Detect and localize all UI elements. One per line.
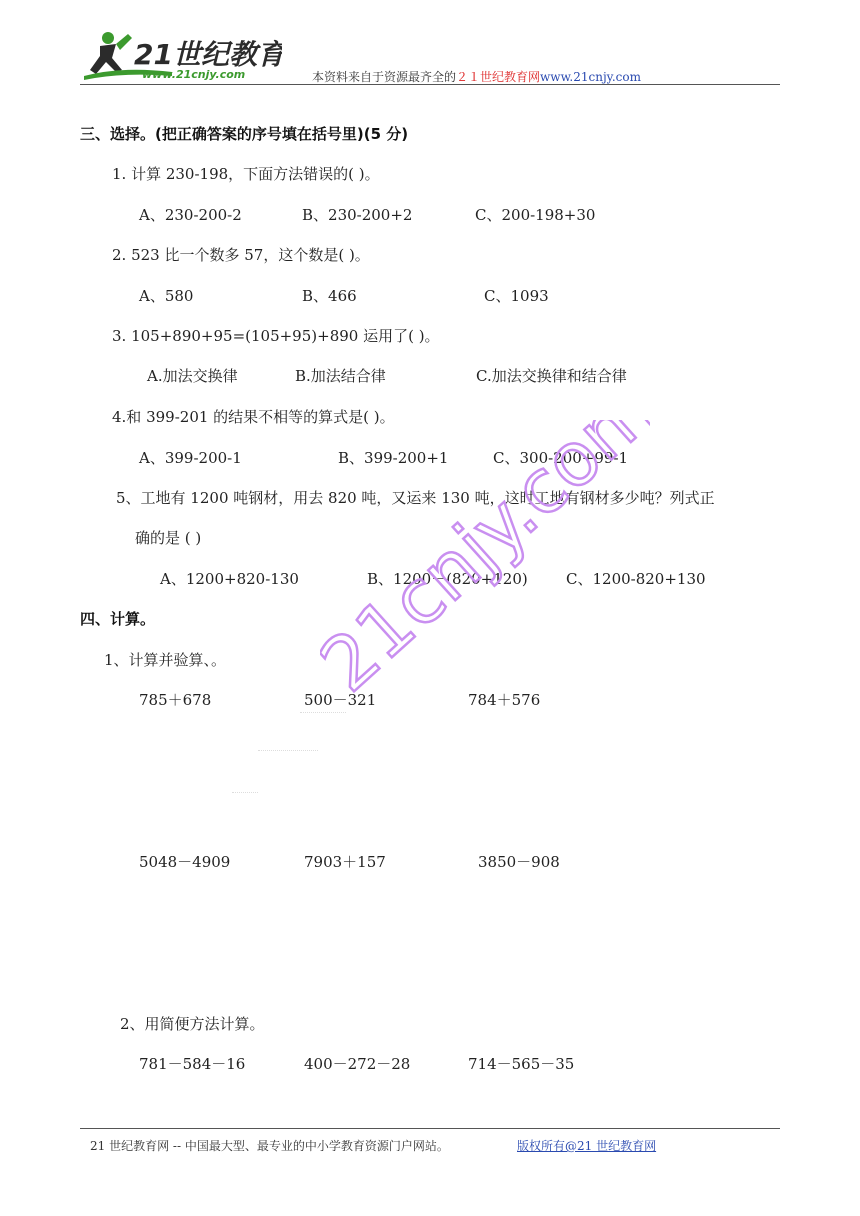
part-1-title: 1、计算并验算、。: [104, 651, 227, 669]
q4-option-a: A、399-200-1: [139, 449, 242, 467]
q3-option-b: B.加法结合律: [295, 367, 386, 385]
q3-option-a: A.加法交换律: [147, 367, 238, 385]
calc-item: 400－272－28: [304, 1055, 411, 1073]
calc-item: 5048－4909: [139, 853, 231, 871]
faint-mark: [232, 792, 258, 793]
header-note-url[interactable]: www.21cnjy.com: [540, 70, 641, 84]
q1-option-a: A、230-200-2: [139, 206, 242, 224]
calc-item: 714－565－35: [468, 1055, 575, 1073]
header-note-site: ２１世纪教育网: [456, 70, 541, 84]
question-2: 2. 523 比一个数多 57，这个数是( )。: [112, 246, 370, 264]
question-3: 3. 105+890+95=(105+95)+890 运用了( )。: [112, 327, 440, 345]
q5-option-c: C、1200-820+130: [566, 570, 706, 588]
calc-item: 500－321: [304, 691, 377, 709]
q2-option-a: A、580: [139, 287, 194, 305]
calc-item: 784＋576: [468, 691, 541, 709]
question-5: 5、工地有 1200 吨钢材，用去 820 吨，又运来 130 吨，这时工地有钢材多少吨？列式正: [116, 489, 715, 507]
q1-option-c: C、200-198+30: [475, 206, 596, 224]
question-5-continued: 确的是 ( ): [135, 529, 202, 547]
q4-option-c: C、300-200+99-1: [493, 449, 629, 467]
watermark-text: 21cnjy.com: [320, 420, 650, 709]
q5-option-b: B、1200－(820+120): [367, 570, 528, 588]
footer-divider: [80, 1128, 780, 1129]
site-logo[interactable]: [82, 26, 282, 84]
header-note: [312, 68, 641, 85]
q2-option-b: B、466: [302, 287, 357, 305]
logo-graphic: [82, 26, 282, 84]
q4-option-b: B、399-200+1: [338, 449, 449, 467]
part-2-title: 2、用简便方法计算。: [120, 1015, 265, 1033]
q1-option-b: B、230-200+2: [302, 206, 413, 224]
logo-text: 21世纪教育: [134, 38, 282, 71]
footer-text: 21 世纪教育网 -- 中国最大型、最专业的中小学教育资源门户网站。: [90, 1139, 449, 1153]
q3-option-c: C.加法交换律和结合律: [476, 367, 627, 385]
logo-sub: www.21cnjy.com: [142, 68, 246, 81]
section-4-title: 四、计算。: [80, 610, 156, 628]
section-3-title: 三、选择。(把正确答案的序号填在括号里)(5 分): [80, 125, 409, 143]
calc-item: 7903＋157: [304, 853, 386, 871]
header-note-prefix: 本资料来自于资源最齐全的: [312, 70, 457, 84]
question-1: 1. 计算 230-198，下面方法错误的( )。: [112, 165, 380, 183]
calc-item: 781－584－16: [139, 1055, 246, 1073]
header-divider: [80, 84, 780, 85]
faint-mark: [258, 750, 318, 751]
copyright-link[interactable]: 版权所有@21 世纪教育网: [517, 1139, 657, 1153]
q5-option-a: A、1200+820-130: [160, 570, 299, 588]
faint-mark: [300, 712, 346, 713]
question-4: 4.和 399-201 的结果不相等的算式是( )。: [112, 408, 395, 426]
calc-item: 785＋678: [139, 691, 212, 709]
q2-option-c: C、1093: [484, 287, 549, 305]
calc-item: 3850－908: [478, 853, 560, 871]
